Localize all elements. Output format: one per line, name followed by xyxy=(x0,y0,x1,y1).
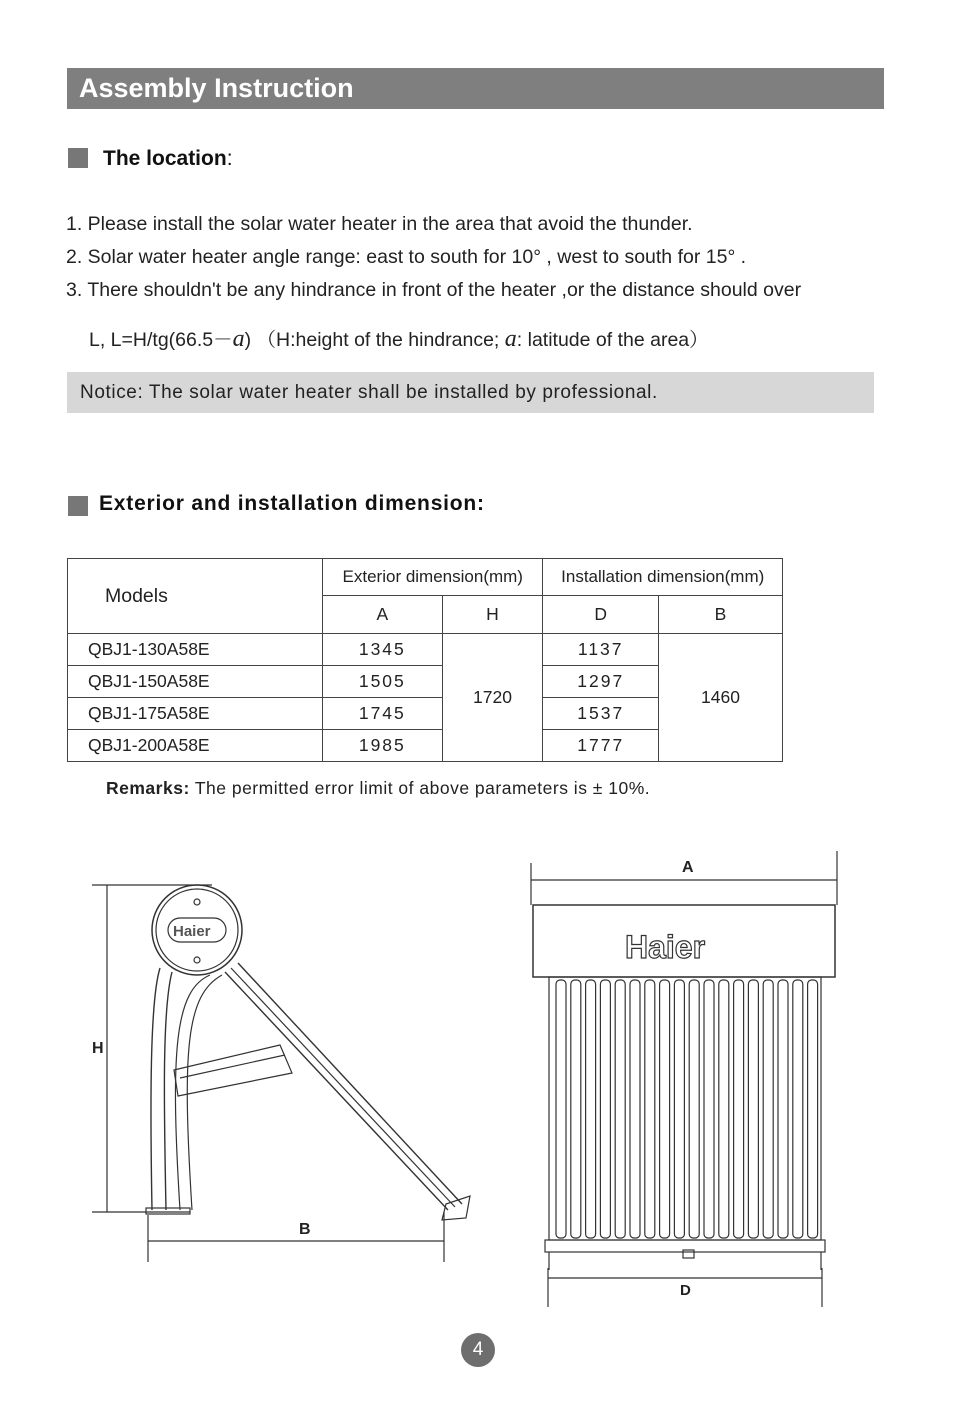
b-value-cell: 1460 xyxy=(659,634,783,762)
a-cell: 1505 xyxy=(323,666,443,698)
vacuum-tube xyxy=(793,980,803,1238)
models-header: Models xyxy=(68,559,323,634)
a-cell: 1745 xyxy=(323,698,443,730)
col-d-header: D xyxy=(543,596,659,634)
installation-header: Installation dimension(mm) xyxy=(543,559,783,596)
side-b-label: B xyxy=(299,1221,311,1238)
side-h-label: H xyxy=(92,1040,104,1057)
col-h-header: H xyxy=(442,596,543,634)
location-item-1: 1. Please install the solar water heater in the area that avoid the thunder. xyxy=(66,213,693,235)
dimension-heading: Exterior and installation dimension: xyxy=(99,492,485,515)
vacuum-tube xyxy=(674,980,684,1238)
vacuum-tube xyxy=(808,980,818,1238)
d-cell: 1777 xyxy=(543,730,659,762)
model-cell: QBJ1-200A58E xyxy=(68,730,323,762)
vacuum-tube xyxy=(600,980,610,1238)
a-cell: 1985 xyxy=(323,730,443,762)
col-a-header: A xyxy=(323,596,443,634)
vacuum-tube xyxy=(778,980,788,1238)
vacuum-tube xyxy=(571,980,581,1238)
vacuum-tube xyxy=(689,980,699,1238)
col-b-header: B xyxy=(659,596,783,634)
front-d-label: D xyxy=(680,1282,691,1299)
notice-banner: Notice: The solar water heater shall be installed by professional. xyxy=(67,372,874,413)
vacuum-tube xyxy=(748,980,758,1238)
d-cell: 1537 xyxy=(543,698,659,730)
page-number: 4 xyxy=(461,1333,495,1367)
vacuum-tube xyxy=(630,980,640,1238)
side-view-drawing xyxy=(92,885,470,1262)
vacuum-tube xyxy=(586,980,596,1238)
exterior-header: Exterior dimension(mm) xyxy=(323,559,543,596)
vacuum-tube xyxy=(704,980,714,1238)
front-a-label: A xyxy=(682,859,694,876)
model-cell: QBJ1-130A58E xyxy=(68,634,323,666)
vacuum-tube xyxy=(556,980,566,1238)
vacuum-tube xyxy=(763,980,773,1238)
h-value-cell: 1720 xyxy=(442,634,543,762)
d-cell: 1137 xyxy=(543,634,659,666)
vacuum-tube xyxy=(645,980,655,1238)
d-cell: 1297 xyxy=(543,666,659,698)
model-cell: QBJ1-175A58E xyxy=(68,698,323,730)
distance-formula: L, L=H/tg(66.5－a) （H:height of the hindrance; a: latitude of the area） xyxy=(89,326,709,352)
front-brand-label: Haier xyxy=(625,929,706,965)
model-cell: QBJ1-150A58E xyxy=(68,666,323,698)
vacuum-tube xyxy=(615,980,625,1238)
a-cell: 1345 xyxy=(323,634,443,666)
remarks: Remarks: The permitted error limit of above parameters is ± 10%. xyxy=(106,778,651,798)
location-heading: The location: xyxy=(103,147,233,170)
vacuum-tube xyxy=(660,980,670,1238)
vacuum-tube xyxy=(719,980,729,1238)
front-view-drawing xyxy=(531,851,837,1307)
page-header-title: Assembly Instruction xyxy=(67,68,884,109)
vacuum-tube xyxy=(734,980,744,1238)
location-item-3: 3. There shouldn't be any hindrance in front of the heater ,or the distance should over xyxy=(66,279,802,301)
location-item-2: 2. Solar water heater angle range: east to south for 10° , west to south for 15° . xyxy=(66,246,747,268)
side-brand-label: Haier xyxy=(173,923,211,940)
